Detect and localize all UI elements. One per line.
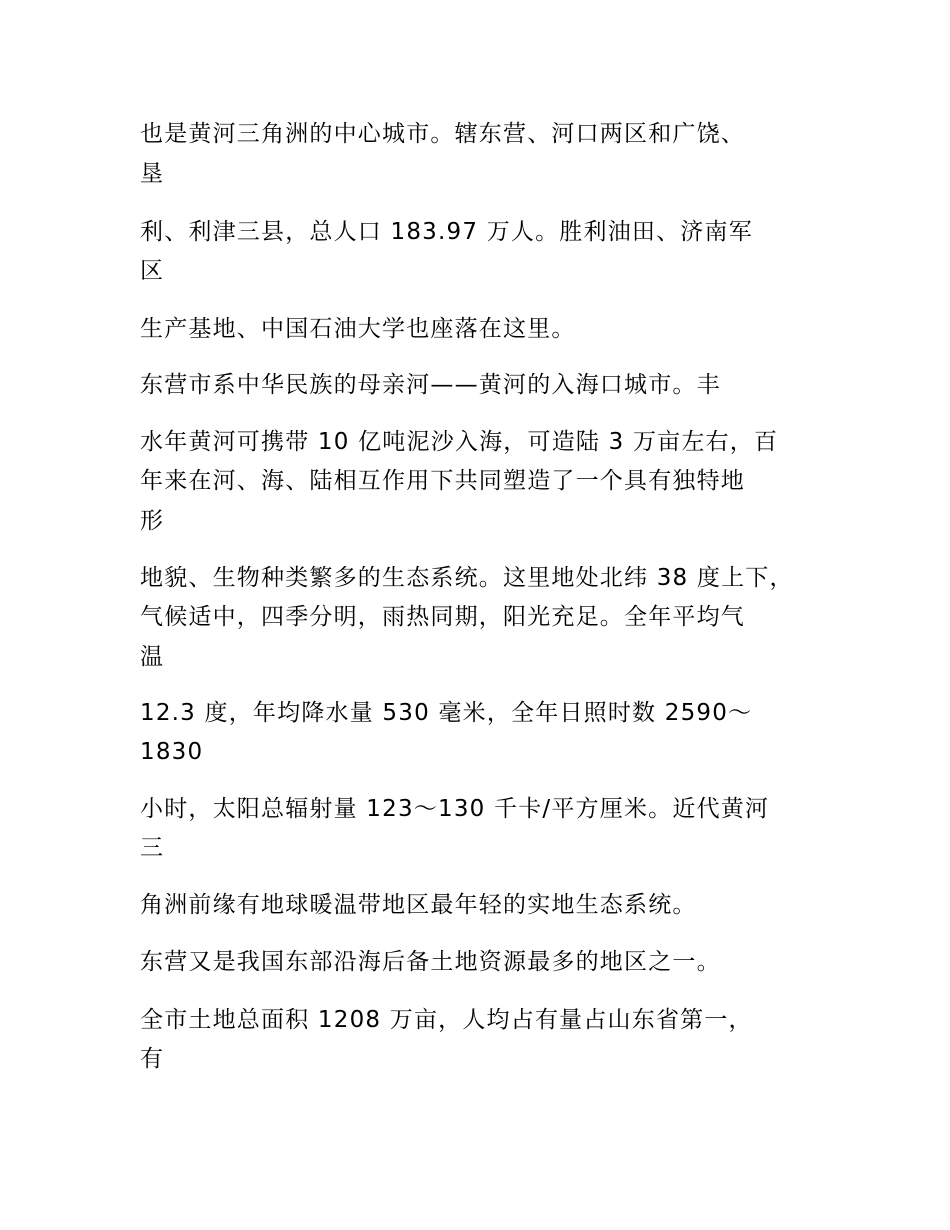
text-line: 三 bbox=[140, 835, 165, 861]
text-line: 全市土地总面积 1208 万亩，人均占有量占山东省第一， bbox=[140, 1007, 753, 1033]
text-line: 也是黄河三角洲的中心城市。辖东营、河口两区和广饶、 bbox=[140, 121, 745, 147]
text-line: 年来在河、海、陆相互作用下共同塑造了一个具有独特地 bbox=[140, 468, 745, 494]
text-line: 生产基地、中国石油大学也座落在这里。 bbox=[140, 316, 576, 342]
text-line: 1830 bbox=[140, 739, 204, 765]
text-line: 气候适中，四季分明，雨热同期，阳光充足。全年平均气 bbox=[140, 604, 745, 630]
text-line: 地貌、生物种类繁多的生态系统。这里地处北纬 38 度上下， bbox=[140, 565, 794, 591]
text-line: 12.3 度，年均降水量 530 毫米，全年日照时数 2590～ bbox=[140, 700, 753, 726]
text-line: 角洲前缘有地球暖温带地区最年轻的实地生态系统。 bbox=[140, 892, 697, 918]
text-line: 有 bbox=[140, 1046, 165, 1072]
text-line: 小时，太阳总辐射量 123～130 千卡/平方厘米。近代黄河 bbox=[140, 796, 770, 822]
text-line: 区 bbox=[140, 258, 165, 284]
text-line: 温 bbox=[140, 644, 165, 670]
text-line: 东营又是我国东部沿海后备土地资源最多的地区之一。 bbox=[140, 949, 721, 975]
text-line: 垦 bbox=[140, 161, 165, 187]
text-line: 水年黄河可携带 10 亿吨泥沙入海，可造陆 3 万亩左右，百 bbox=[140, 429, 779, 455]
text-line: 形 bbox=[140, 508, 165, 534]
text-line: 东营市系中华民族的母亲河——黄河的入海口城市。丰 bbox=[140, 372, 721, 398]
text-line: 利、利津三县，总人口 183.97 万人。胜利油田、济南军 bbox=[140, 219, 753, 245]
